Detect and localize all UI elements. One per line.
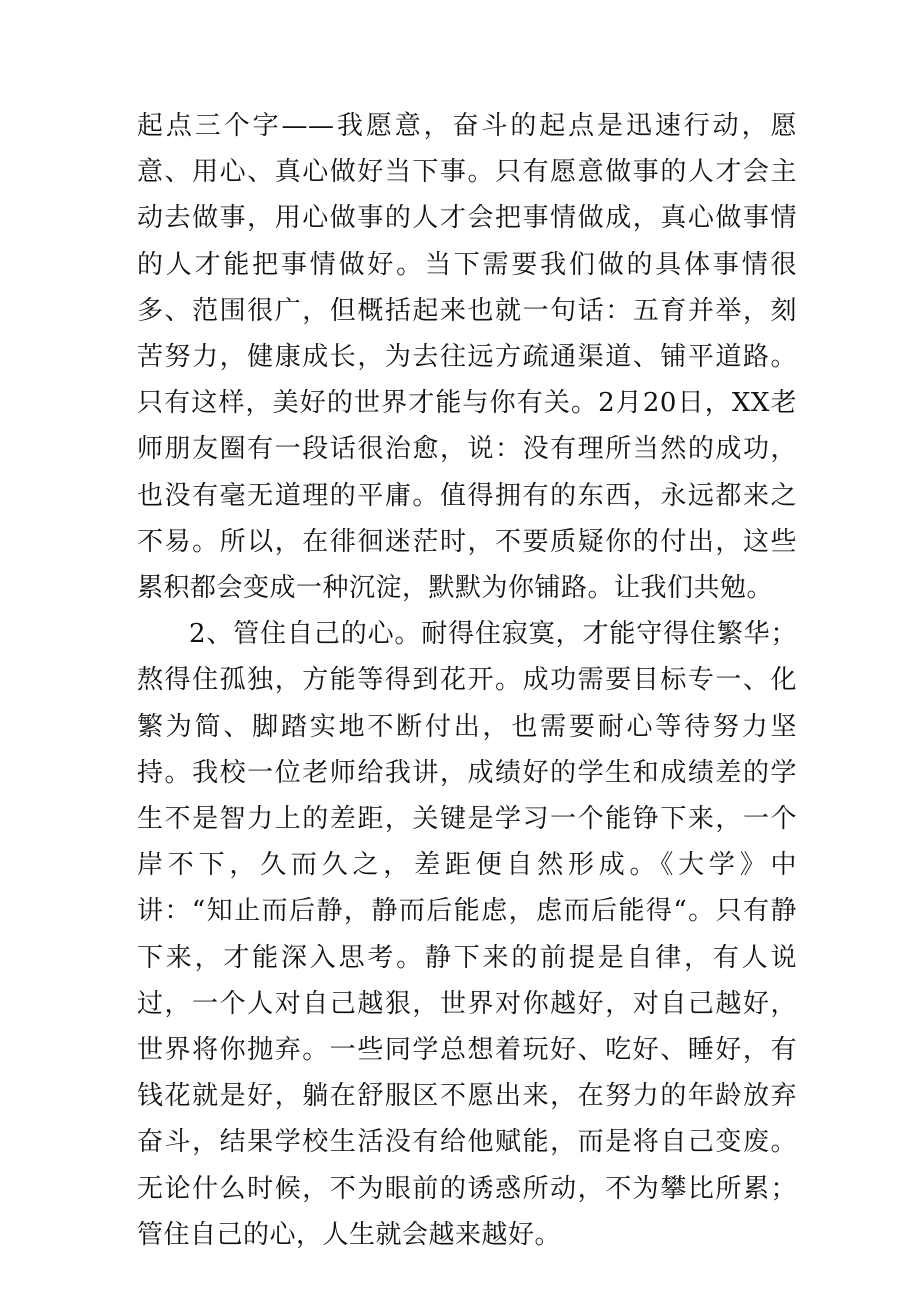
document-body bbox=[137, 103, 797, 1258]
paragraph-1: 起点三个字——我愿意，奋斗的起点是迅速行动，愿意、用心、真心做好当下事。只有愿意做事的人才会主动去做事，用心做事的人才会把事情做成，真心做事情的人才能把事情做好。当下需要我们做的具体事情很多、范围很广，但概括起来也就一句话：五育并举，刻苦努力，健康成长，为去往远方疏通渠道、铺平道路。只有这样，美好的世界才能与你有关。2月20日，XX老师朋友圈有一段话很治愈，说：没有理所当然的成功，也没有毫无道理的平庸。值得拥有的东西，永远都来之不易。所以，在徘徊迷茫时，不要质疑你的付出，这些累积都会变成一种沉淀，默默为你铺路。让我们共勉。 bbox=[137, 111, 797, 604]
paragraph-2: 2、管住自己的心。耐得住寂寞，才能守得住繁华；熬得住孤独，方能等得到花开。成功需要目标专一、化繁为简、脚踏实地不断付出，也需要耐心等待努力坚持。我校一位老师给我讲，成绩好的学生和成绩差的学生不是智力上的差距，关键是学习一个能铮下来，一个岸不下，久而久之，差距便自然形成。《大学》中讲：“知止而后静，静而后能虑，虑而后能得“。只有静下来，才能深入思考。静下来的前提是自律，有人说过，一个人对自己越狠，世界对你越好，对自己越好，世界将你抛弃。一些同学总想着玩好、吃好、睡好，有钱花就是好，躺在舒服区不愿出来，在努力的年龄放弃奋斗，结果学校生活没有给他赋能，而是将自己变废。无论什么时候，不为眼前的诱惑所动，不为攀比所累；管住自己的心，人生就会越来越好。 bbox=[137, 619, 797, 1250]
